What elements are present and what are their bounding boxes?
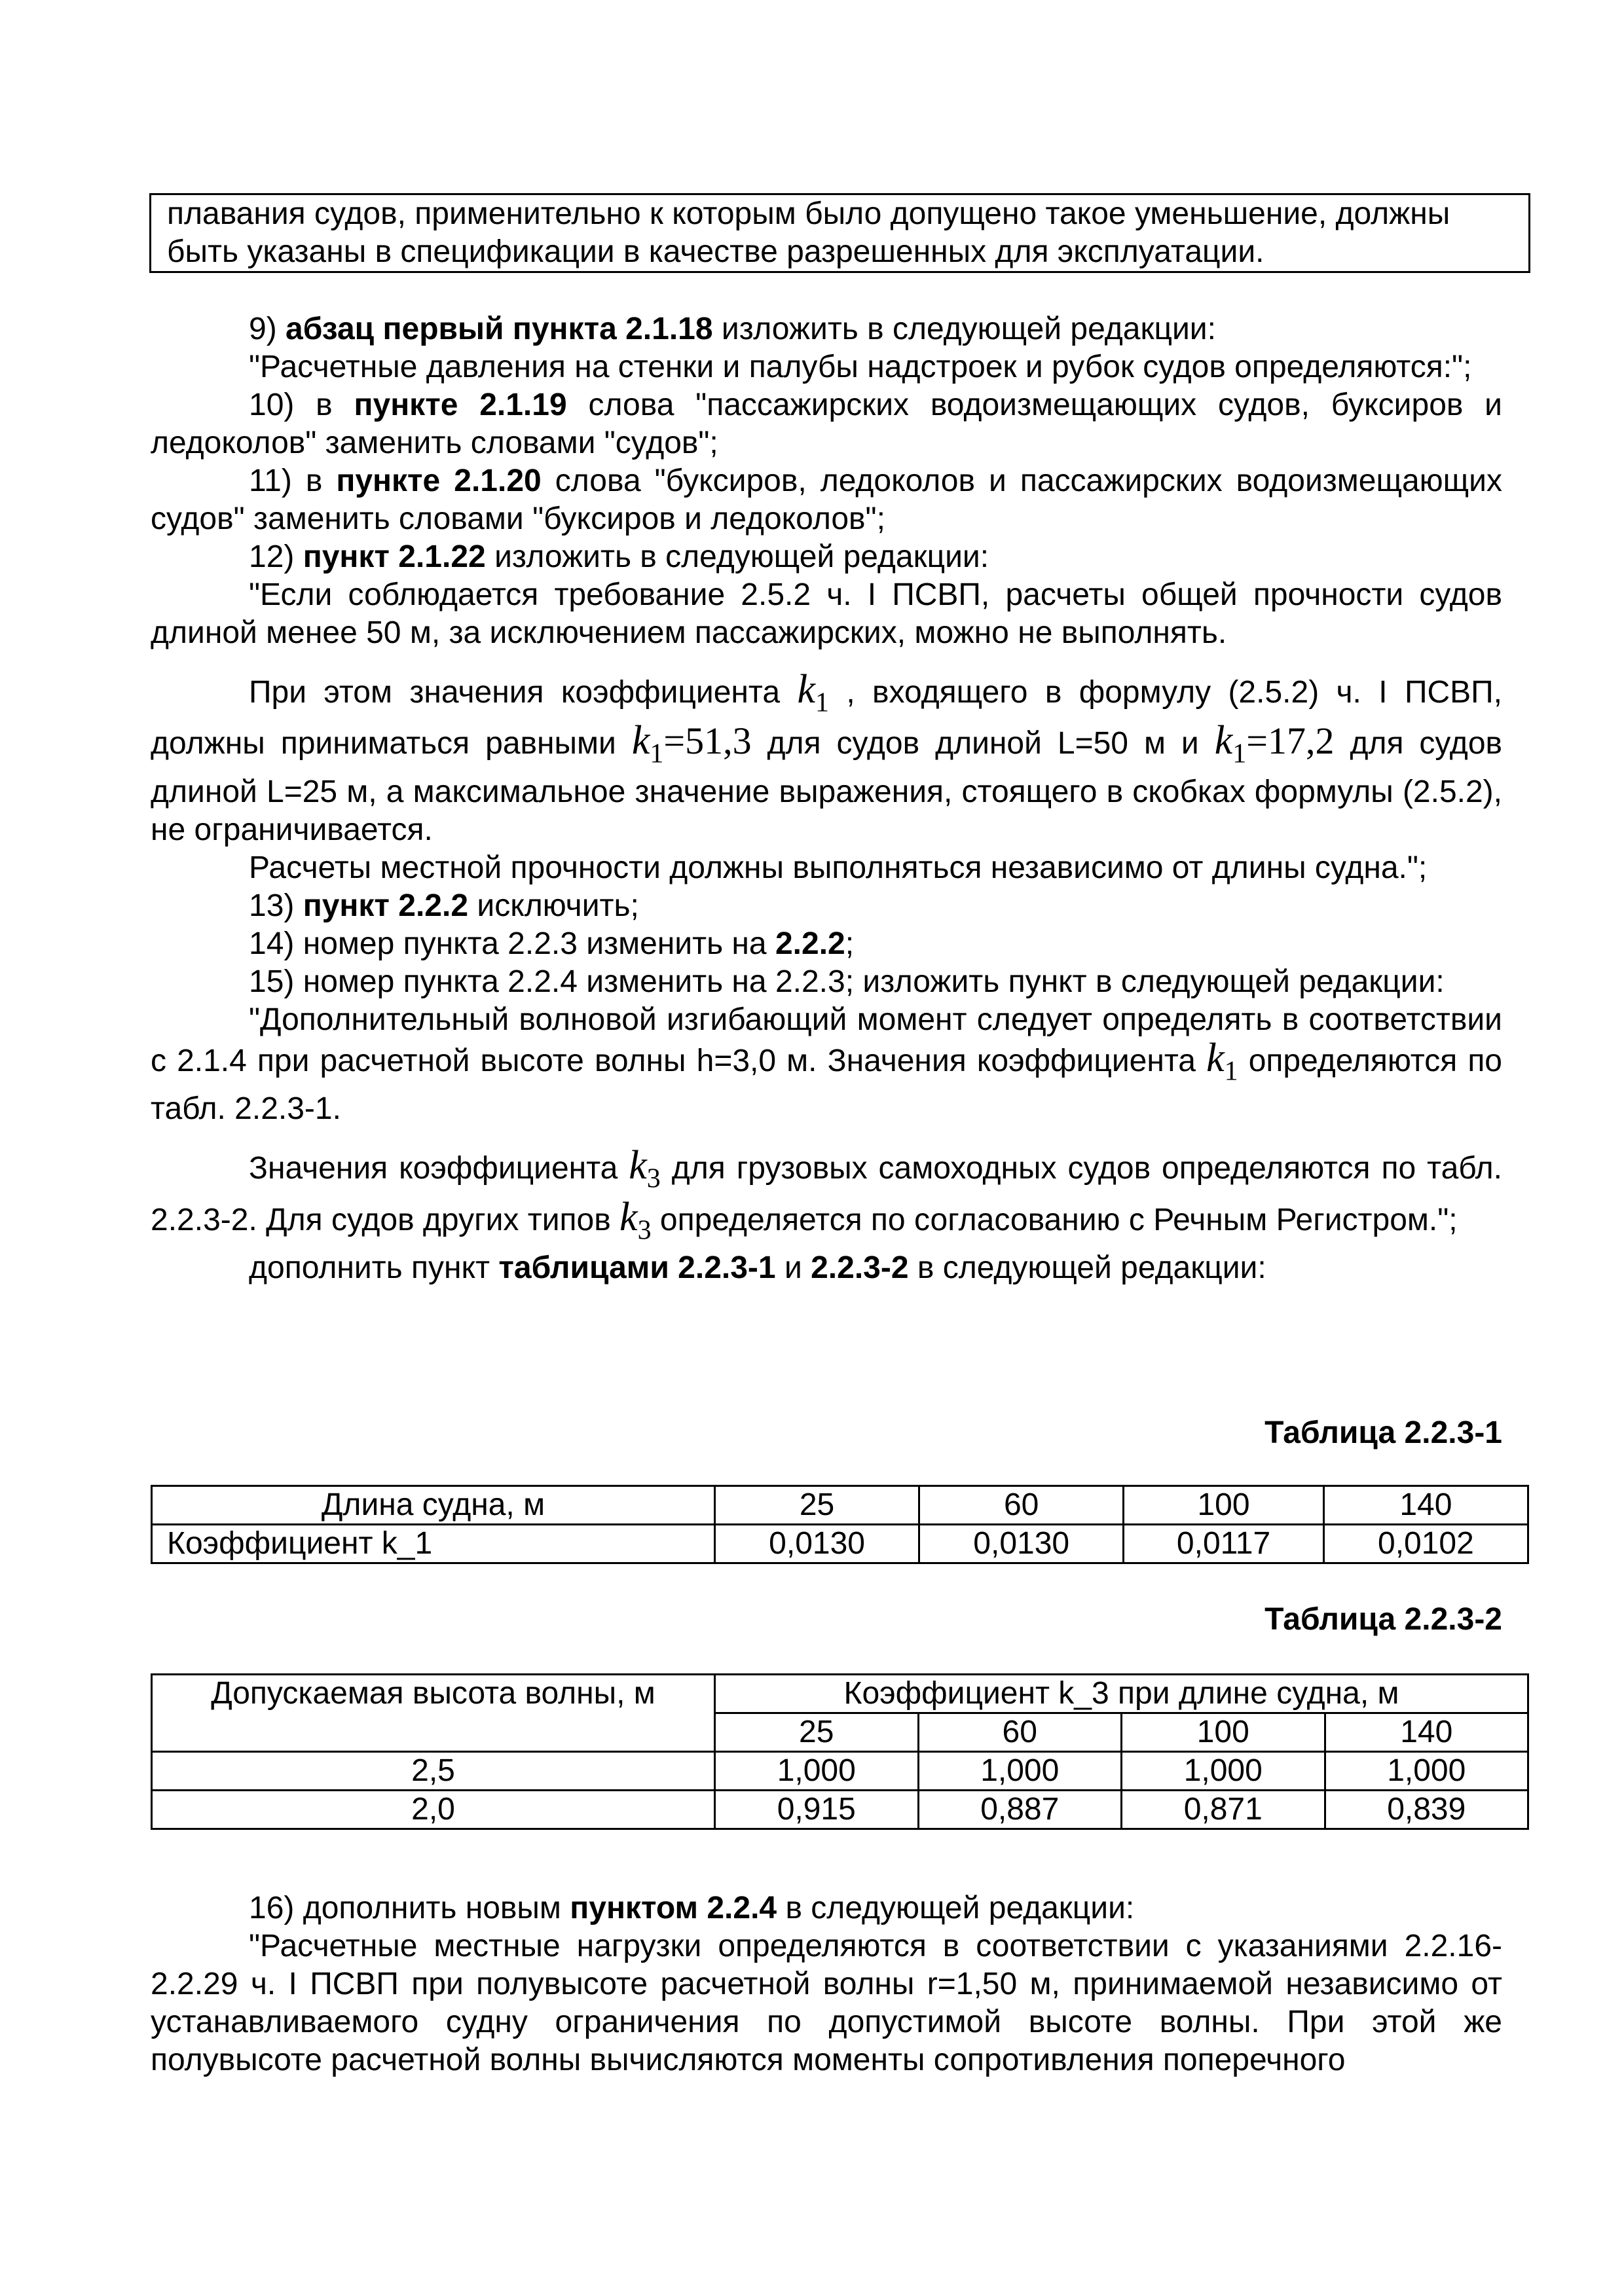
supplement-tables: дополнить пункт таблицами 2.2.3-1 и 2.2.3-2 в следующей редакции: [249, 1250, 1266, 1285]
item-12-ref: пункт 2.1.22 [303, 539, 486, 574]
local-strength-text: Расчеты местной прочности должны выполняться независимо от длины судна."; [249, 850, 1428, 885]
table-2-2-3-1 [151, 1485, 1529, 1564]
table-row: 2,0 0,915 0,887 0,871 0,839 [152, 1791, 1528, 1829]
k3-paragraph: Значения коэффициента $k_3$ для грузовых самоходных судов определяются по табл. 2.2.3-2. Для судов других типов $k_3$ определяется по согласованию с Речным Регистром."; [151, 1143, 1502, 1245]
table2-col1-header: Допускаемая высота волны, м [152, 1675, 715, 1752]
k1-value-25: $k_1=17,2$ [1214, 718, 1335, 769]
main-text [151, 310, 1502, 1287]
item-13: 13) пункт 2.2.2 исключить; [249, 888, 639, 923]
boxed-line-1: плавания судов, применительно к которым было допущено такое уменьшение, должны [167, 196, 1450, 231]
item-12: 12) пункт 2.1.22 изложить в следующей редакции: [249, 539, 989, 574]
item-9-ref: абзац первый пункта 2.1.18 [286, 312, 713, 346]
table-row: 25 60 100 140 [152, 1713, 1528, 1752]
item-14-ref: 2.2.2 [775, 926, 845, 961]
top-boxed-text [149, 193, 1530, 273]
item-15: 15) номер пункта 2.2.4 изменить на 2.2.3; изложить пункт в следующей редакции: [249, 964, 1445, 999]
item-16-quote: "Расчетные местные нагрузки определяются в соответствии с указаниями 2.2.16-2.2.29 ч. I ПСВП при полувысоте расчетной волны r=1,50 м, принимаемой независимо от устанавливаемого судну ограничения по допустимой высоте волны. При этой же полувысоте расчетной волны вычисляются моменты сопротивления поперечного [151, 1929, 1502, 2077]
item-16-block [151, 1889, 1502, 2079]
item-14: 14) номер пункта 2.2.3 изменить на 2.2.2; [249, 926, 855, 961]
table1-caption: Таблица 2.2.3-1 [1264, 1415, 1502, 1450]
item-9: 9) абзац первый пункта 2.1.18 изложить в следующей редакции: [249, 312, 1216, 346]
k1-paragraph: При этом значения коэффициента $k_1$ , входящего в формулу (2.5.2) ч. I ПСВП, должны приниматься равными $k_1=51,3$ для судов длиной L=50 м и $k_1=17,2$ для судов длиной L=25 м, а максимальное значение выражения, стоящего в скобках формулы (2.5.2), не ограничивается. [151, 667, 1503, 847]
item-9-quote: "Расчетные давления на стенки и палубы надстроек и рубок судов определяются:"; [249, 350, 1472, 384]
k3-symbol-2: $k_3$ [619, 1194, 652, 1245]
item-13-ref: пункт 2.2.2 [303, 888, 469, 923]
table-row: 2,5 1,000 1,000 1,000 1,000 [152, 1752, 1528, 1791]
item-12-quote: "Если соблюдается требование 2.5.2 ч. I ПСВП, расчеты общей прочности судов длиной менее 50 м, за исключением пассажирских, можно не выполнять. [151, 577, 1502, 650]
table2-caption: Таблица 2.2.3-2 [1264, 1602, 1502, 1637]
item-16: 16) дополнить новым пунктом 2.2.4 в следующей редакции: [249, 1891, 1135, 1925]
table-row: Коэффициент k_1 0,0130 0,0130 0,0117 0,0102 [152, 1525, 1528, 1563]
item-10: 10) в пункте 2.1.19 слова "пассажирских водоизмещающих судов, буксиров и ледоколов" заменить словами "судов"; [151, 388, 1502, 460]
table-2-2-3-2 [151, 1673, 1529, 1830]
table1-row-label: Коэффициент k_1 [152, 1525, 715, 1563]
k1-symbol: $k_1$ [797, 667, 829, 718]
table-row [152, 1675, 1528, 1713]
boxed-line-2: быть указаны в спецификации в качестве разрешенных для эксплуатации. [167, 234, 1264, 269]
item-15-quote: "Дополнительный волновой изгибающий момент следует определять в соответствии с 2.1.4 при расчетной высоте волны h=3,0 м. Значения коэффициента $k_1$ определяются по табл. 2.2.3-1. [151, 1002, 1503, 1127]
item-10-ref: пункте 2.1.19 [354, 388, 567, 422]
item-11-ref: пункте 2.1.20 [336, 464, 542, 498]
k1-value-50: $k_1=51,3$ [631, 718, 752, 769]
table-row: Длина судна, м 25 60 100 140 [152, 1486, 1528, 1525]
table1-header-label: Длина судна, м [152, 1486, 715, 1525]
k1-symbol-2: $k_1$ [1206, 1035, 1238, 1087]
k3-symbol: $k_3$ [629, 1143, 661, 1194]
table2-group-header: Коэффициент k_3 при длине судна, м [715, 1675, 1528, 1713]
item-16-ref: пунктом 2.2.4 [570, 1891, 777, 1925]
item-11: 11) в пункте 2.1.20 слова "буксиров, ледоколов и пассажирских водоизмещающих судов" заменить словами "буксиров и ледоколов"; [151, 464, 1502, 536]
